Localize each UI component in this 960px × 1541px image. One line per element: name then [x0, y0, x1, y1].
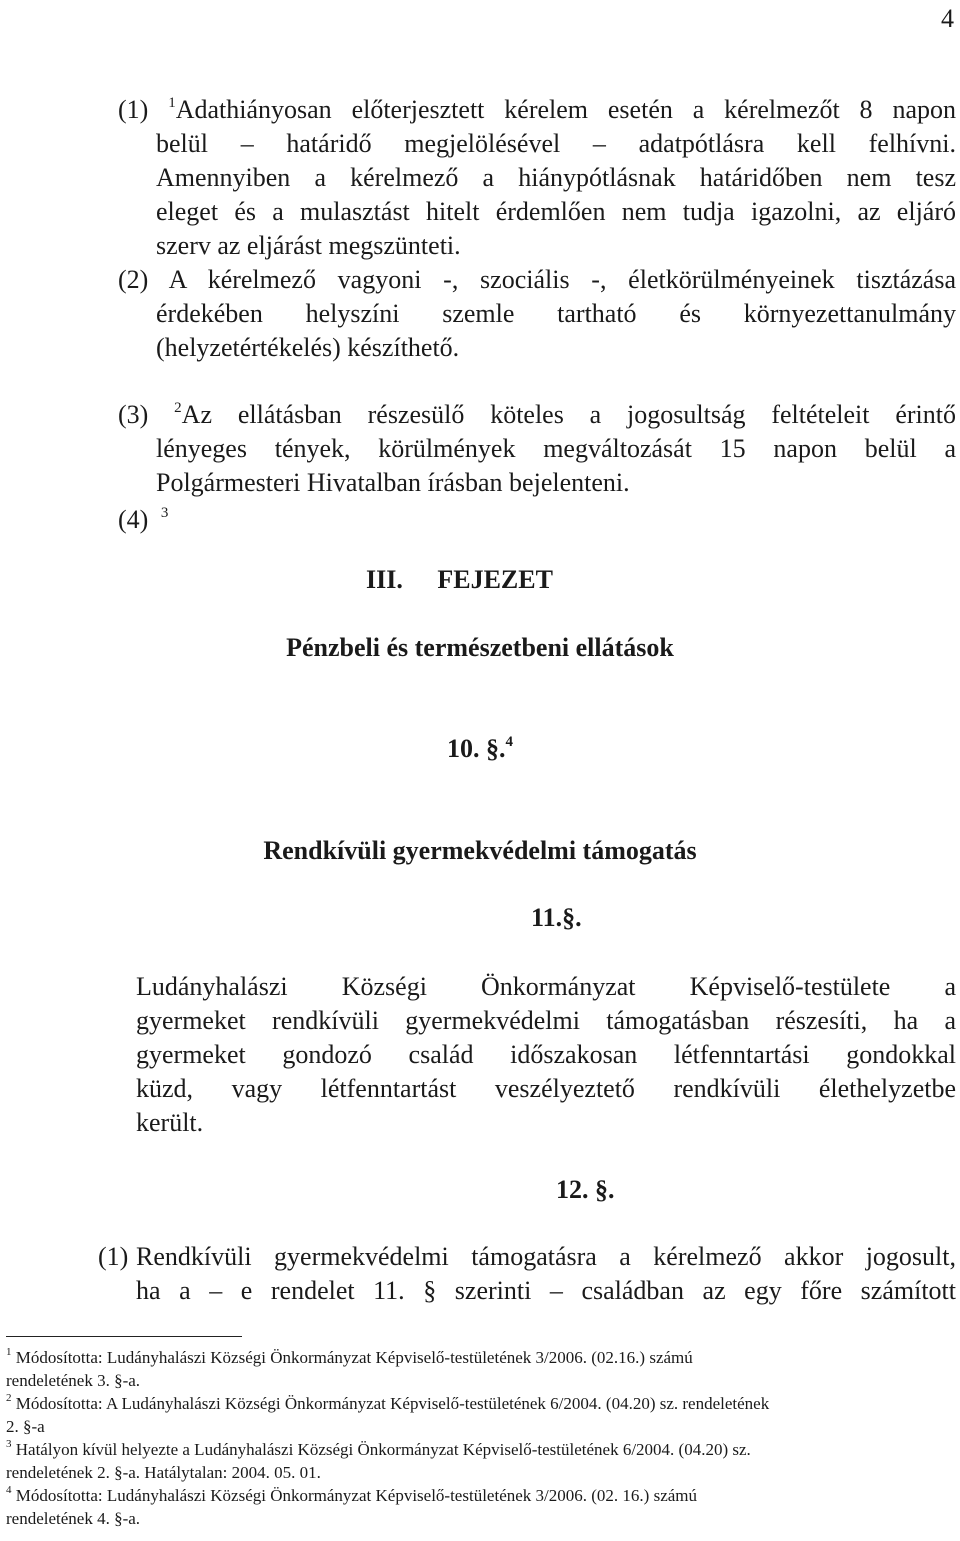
- paragraph-line: Adathiányosan előterjesztett kérelem esetén a kérelmezőt 8 napon: [175, 95, 956, 124]
- paragraph-4: [118, 503, 168, 537]
- paragraph-line: gyermeket rendkívüli gyermekvédelmi támogatásban részesíti, ha a: [136, 1006, 956, 1035]
- footnote-text: rendeletének 3. §-a.: [6, 1371, 141, 1390]
- paragraph-line: Rendkívüli gyermekvédelmi támogatásra a kérelmező akkor jogosult,: [136, 1242, 956, 1271]
- footnote: [6, 1392, 952, 1438]
- paragraph-number: (3): [118, 400, 149, 429]
- chapter-number: III.: [366, 565, 403, 594]
- paragraph-number: (1): [98, 1242, 129, 1271]
- chapter-title: Pénzbeli és természetbeni ellátások: [286, 633, 674, 662]
- footnote-marker: 2: [6, 1392, 12, 1405]
- footnote: [6, 1484, 952, 1530]
- footnote-text: Hatályon kívül helyezte a Ludányhalászi Községi Önkormányzat Képviselő-testületének 6/2004. (04.20) sz.: [15, 1440, 751, 1459]
- paragraph-line: eleget és a mulasztást hitelt érdemlően nem tudja igazolni, az eljáró: [156, 197, 956, 226]
- paragraph-line: Polgármesteri Hivatalban írásban bejelenteni.: [156, 468, 630, 497]
- page-number: 4: [941, 4, 954, 33]
- footnote-text: rendeletének 2. §-a. Hatálytalan: 2004. 05. 01.: [6, 1463, 321, 1482]
- footnote-ref: 2: [174, 400, 182, 417]
- section-label: 10. §.: [447, 734, 506, 763]
- paragraph-number: (1): [118, 95, 149, 124]
- footnote: [6, 1438, 952, 1484]
- paragraph-line: ha a – e rendelet 11. § szerinti – családban az egy főre számított: [136, 1276, 956, 1305]
- footnote-marker: 4: [6, 1484, 12, 1497]
- footnote: [6, 1346, 952, 1392]
- paragraph-line: Amennyiben a kérelmező a hiánypótlásnak határidőben nem tesz: [156, 163, 956, 192]
- section-11-heading: 11.§.: [531, 903, 582, 932]
- paragraph-3: [118, 398, 956, 500]
- paragraph-line: került.: [136, 1108, 204, 1137]
- footnote-text: Módosította: Ludányhalászi Községi Önkormányzat Képviselő-testületének 3/2006. (02. 16.) számú: [15, 1486, 698, 1505]
- footnote-separator: [6, 1336, 242, 1337]
- paragraph-line: érdekében helyszíni szemle tartható és környezettanulmány: [156, 299, 956, 328]
- footnote-ref: 3: [160, 505, 169, 522]
- footnote-marker: 3: [6, 1438, 12, 1451]
- paragraph-number: (4): [118, 505, 149, 534]
- footnote-text: rendeletének 4. §-a.: [6, 1509, 141, 1528]
- footnote-marker: 1: [6, 1346, 12, 1359]
- paragraph-line: lényeges tények, körülmények megváltozását 15 napon belül a: [156, 434, 956, 463]
- section-10-heading: [0, 734, 960, 764]
- paragraph-line: Ludányhalászi Községi Önkormányzat Képviselő-testülete a: [136, 972, 956, 1001]
- section-12-paragraph-1: [98, 1240, 956, 1308]
- paragraph-line: belül – határidő megjelölésével – adatpótlásra kell felhívni.: [156, 129, 956, 158]
- paragraph-number: (2): [118, 265, 149, 294]
- footnote-ref: 1: [168, 95, 176, 112]
- chapter-label: FEJEZET: [437, 565, 553, 594]
- paragraph-line: A kérelmező vagyoni -, szociális -, életkörülményeinek tisztázása: [168, 265, 956, 294]
- footnote-text: Módosította: A Ludányhalászi Községi Önkormányzat Képviselő-testületének 6/2004. (04.20) sz. rendeletének: [15, 1394, 770, 1413]
- paragraph-2: [118, 263, 956, 365]
- chapter-heading: [366, 565, 553, 595]
- paragraph-1: [118, 93, 956, 263]
- subtitle: Rendkívüli gyermekvédelmi támogatás: [263, 836, 697, 865]
- paragraph-line: küzd, vagy létfenntartást veszélyeztető rendkívüli élethelyzetbe: [136, 1074, 956, 1103]
- paragraph-line: (helyzetértékelés) készíthető.: [156, 333, 460, 362]
- footnote-text: Módosította: Ludányhalászi Községi Önkormányzat Képviselő-testületének 3/2006. (02.16.) számú: [15, 1348, 693, 1367]
- footnote-text: 2. §-a: [6, 1417, 45, 1436]
- section-11-body: [136, 970, 956, 1140]
- paragraph-line: Az ellátásban részesülő köteles a jogosultság feltételeit érintő: [181, 400, 956, 429]
- section-12-heading: 12. §.: [556, 1175, 615, 1204]
- paragraph-line: szerv az eljárást megszünteti.: [156, 231, 461, 260]
- paragraph-line: gyermeket gondozó család időszakosan létfenntartási gondokkal: [136, 1040, 956, 1069]
- footnote-ref: 4: [505, 734, 513, 751]
